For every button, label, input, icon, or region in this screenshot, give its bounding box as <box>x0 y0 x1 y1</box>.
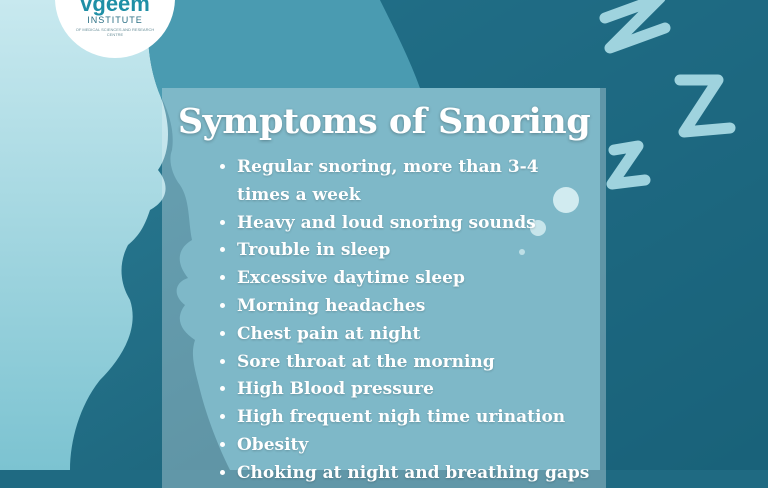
page-title: Symptoms of Snoring <box>177 101 591 142</box>
list-item: • Morning headaches <box>237 293 597 321</box>
logo-subtitle: OF MEDICAL SCIENCES AND RESEARCH CENTRE <box>75 27 155 37</box>
symptom-list <box>218 154 597 488</box>
list-item: • Obesity <box>237 432 597 460</box>
logo-institute: INSTITUTE <box>87 15 143 25</box>
list-item: • Heavy and loud snoring sounds <box>237 210 597 238</box>
list-item: • Choking at night and breathing gaps <box>237 460 597 488</box>
list-item: • Excessive daytime sleep <box>237 265 597 293</box>
list-item: • High Blood pressure <box>237 376 597 404</box>
list-item: • Chest pain at night <box>237 321 597 349</box>
list-item: • Trouble in sleep <box>237 237 597 265</box>
list-item: • Sore throat at the morning <box>237 349 597 377</box>
list-item: • High frequent nigh time urination <box>237 404 597 432</box>
logo-name: vgeem <box>80 0 150 16</box>
list-item: • Regular snoring, more than 3-4 times a week <box>237 154 597 210</box>
